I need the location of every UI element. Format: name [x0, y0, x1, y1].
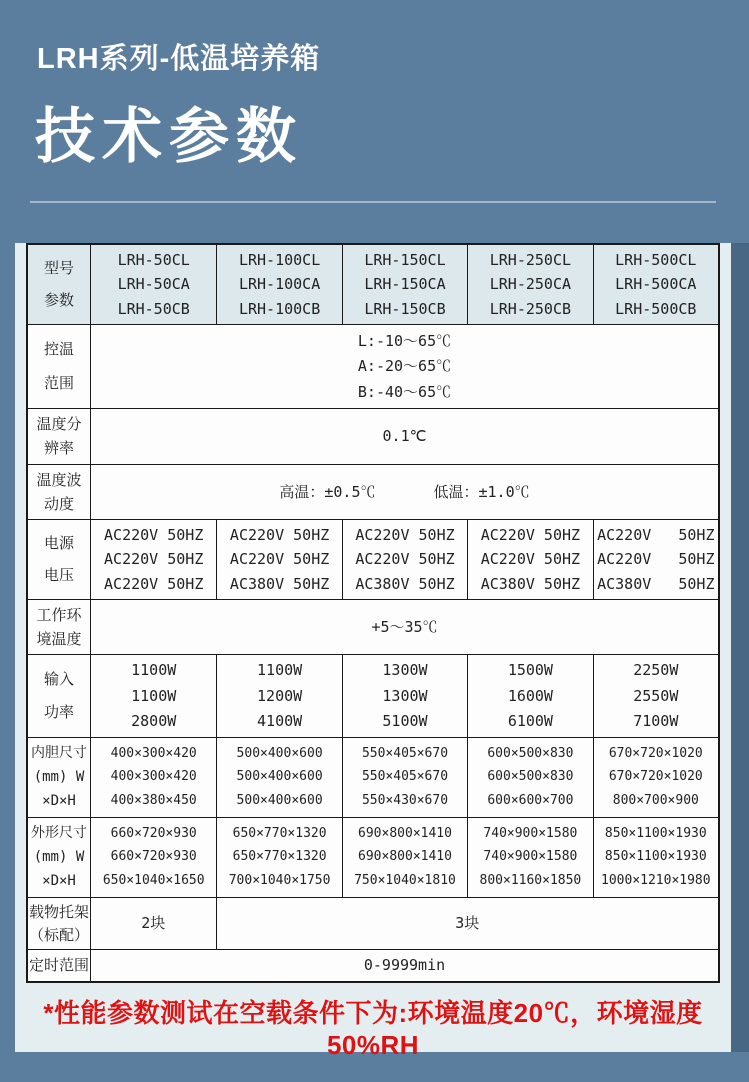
- text-line: LRH-250CA: [489, 275, 572, 294]
- text-line: 650×1040×1650: [102, 873, 205, 889]
- text-line: 境温度: [36, 629, 82, 648]
- row-working-env-temp: [28, 599, 718, 654]
- text-line: 输入: [43, 669, 74, 688]
- text-line: AC380V 50HZ: [229, 574, 330, 593]
- shelves-first-value: [90, 898, 216, 949]
- row-label-working-env: [28, 600, 90, 654]
- text-line: 1200W: [257, 686, 303, 705]
- fluctuation-values: [90, 465, 718, 519]
- divider-line: [30, 201, 716, 203]
- text-line: A:-20～65℃: [357, 357, 452, 376]
- text-line: 5100W: [382, 711, 428, 730]
- text-line: 400×300×420: [110, 745, 197, 761]
- text-line: LRH-150CB: [364, 299, 446, 318]
- text-line: 600×600×700: [487, 793, 574, 809]
- working-env-value: [90, 600, 718, 654]
- text-line: AC380V 50HZ: [480, 574, 581, 593]
- text-line: LRH-150CA: [364, 275, 446, 294]
- text-line: 660×720×930: [110, 825, 197, 841]
- text-line: 3块: [455, 914, 480, 933]
- row-label-temp-range: [28, 325, 90, 408]
- text-line: 4100W: [257, 711, 303, 730]
- text-line: LRH-500CB: [615, 299, 697, 318]
- row-label-input-power: [28, 655, 90, 737]
- row-temp-control-range: [28, 324, 718, 408]
- text-line: 700×1040×1750: [228, 873, 331, 889]
- text-line: AC220V 50HZ: [104, 574, 204, 593]
- text-line: LRH-100CL: [238, 250, 321, 269]
- text-line: 800×1160×1850: [479, 873, 582, 889]
- row-outer-dimensions: [28, 817, 718, 897]
- row-inner-dimensions: [28, 737, 718, 817]
- text-line: 0-9999min: [363, 956, 446, 975]
- text-line: 1100W: [257, 661, 303, 680]
- table-header-row: [28, 245, 718, 324]
- row-input-power: [28, 654, 718, 737]
- spec-cell: [91, 655, 216, 737]
- spec-cell: [342, 520, 467, 599]
- text-line: B:-40～65℃: [357, 382, 452, 401]
- text-line: LRH-100CA: [238, 275, 321, 294]
- text-line: 550×405×670: [361, 769, 449, 785]
- text-line: 650×770×1320: [232, 849, 327, 865]
- text-line: LRH-500CL: [615, 250, 697, 269]
- spec-cell: [342, 655, 467, 737]
- spec-table: [26, 243, 720, 983]
- text-line: 2250W: [633, 661, 679, 680]
- input-power-cells: [90, 655, 718, 737]
- hero-header: [0, 0, 749, 203]
- text-line: AC220V 50HZ: [480, 550, 581, 569]
- spec-cell: [467, 655, 592, 737]
- text-line: AC380V 50HZ: [355, 574, 455, 593]
- text-line: AC220V 50HZ: [355, 550, 455, 569]
- row-label-outer-dimensions: [28, 818, 90, 897]
- text-line: 400×300×420: [110, 769, 197, 785]
- text-line: 650×770×1320: [232, 825, 327, 841]
- text-line: LRH-500CA: [615, 275, 697, 294]
- text-line: 参数: [43, 291, 74, 310]
- text-line: 功率: [43, 703, 74, 722]
- text-line: LRH-150CL: [364, 250, 446, 269]
- spec-panel: [15, 243, 731, 1060]
- text-line: AC220V 50HZ: [480, 525, 581, 544]
- row-label-power-voltage: [28, 520, 90, 599]
- row-temp-fluctuation: [28, 464, 718, 519]
- text-line: L:-10～65℃: [357, 331, 452, 350]
- text-line: 辨率: [43, 439, 74, 458]
- text-line: LRH-250CB: [489, 299, 572, 318]
- text-line: 内胆尺寸: [31, 744, 87, 761]
- text-line: 电压: [43, 566, 74, 585]
- row-label-shelves: [28, 898, 90, 949]
- performance-footnote: *性能参数测试在空载条件下为:环境温度20℃，环境湿度50%RH: [43, 998, 703, 1060]
- spec-cell: [467, 520, 592, 599]
- spec-cell: [91, 818, 216, 897]
- text-line: 690×800×1410: [358, 849, 452, 865]
- temp-range-values: [90, 325, 718, 408]
- corner-cell: [28, 245, 90, 324]
- spec-cell: [342, 818, 467, 897]
- text-line: 670×720×1020: [608, 745, 703, 761]
- text-line: 0.1℃: [382, 427, 427, 446]
- text-line: AC220V 50HZ: [104, 550, 204, 569]
- page-title: 技术参数: [35, 103, 303, 170]
- spec-cell: [593, 520, 718, 599]
- text-line: LRH-100CB: [238, 299, 321, 318]
- fluctuation-high: 高温：±0.5℃: [279, 482, 376, 501]
- text-line: ×D×H: [42, 792, 76, 809]
- spec-cell: [216, 738, 341, 817]
- inner-dimensions-cells: [90, 738, 718, 817]
- text-line: 1100W: [131, 686, 177, 705]
- text-line: 400×380×450: [110, 793, 197, 809]
- row-shelves: [28, 897, 718, 949]
- text-line: AC220V 50HZ: [597, 550, 715, 569]
- spec-cell: [342, 245, 467, 324]
- spec-cell: [216, 520, 341, 599]
- shelves-rest-value: [216, 898, 718, 949]
- text-line: 550×405×670: [361, 745, 449, 761]
- fluctuation-low: 低温：±1.0℃: [433, 482, 530, 501]
- spec-cell: [216, 818, 341, 897]
- spec-cell: [91, 245, 216, 324]
- text-line: ×D×H: [42, 872, 76, 889]
- spec-cell: [593, 245, 718, 324]
- text-line: 动度: [43, 494, 74, 513]
- resolution-value: [90, 409, 718, 464]
- text-line: LRH-50CA: [117, 275, 190, 294]
- spec-cell: [593, 655, 718, 737]
- text-line: 电源: [43, 533, 74, 552]
- text-line: 6100W: [507, 711, 553, 730]
- text-line: AC220V 50HZ: [229, 525, 330, 544]
- spec-cell: [593, 818, 718, 897]
- row-timer-range: [28, 949, 718, 981]
- text-line: 1600W: [507, 686, 553, 705]
- text-line: 控温: [43, 340, 74, 359]
- text-line: AC220V 50HZ: [229, 550, 330, 569]
- text-line: 2块: [141, 914, 166, 933]
- text-line: 2800W: [131, 711, 177, 730]
- text-line: 750×1040×1810: [354, 873, 456, 889]
- text-line: 800×700×900: [612, 793, 699, 809]
- row-label-timer: [28, 950, 90, 981]
- row-power-voltage: [28, 519, 718, 599]
- row-label-resolution: [28, 409, 90, 464]
- text-line: 工作环: [36, 605, 82, 624]
- spec-cell: [91, 520, 216, 599]
- text-line: (mm) W: [33, 848, 85, 865]
- text-line: LRH-50CL: [117, 250, 190, 269]
- spec-cell: [467, 245, 592, 324]
- text-line: 1300W: [382, 686, 428, 705]
- text-line: 600×500×830: [487, 769, 574, 785]
- text-line: 500×400×600: [236, 745, 323, 761]
- text-line: 型号: [43, 258, 74, 277]
- text-line: 1300W: [382, 661, 428, 680]
- spec-cell: [593, 738, 718, 817]
- row-label-inner-dimensions: [28, 738, 90, 817]
- text-line: （标配）: [28, 925, 89, 944]
- text-line: AC220V 50HZ: [104, 525, 204, 544]
- text-line: 1500W: [507, 661, 553, 680]
- text-line: AC220V 50HZ: [355, 525, 455, 544]
- text-line: LRH-50CB: [117, 299, 190, 318]
- text-line: 载物托架: [28, 902, 89, 921]
- text-line: 外形尺寸: [31, 824, 87, 841]
- power-voltage-cells: [90, 520, 718, 599]
- series-title: LRH系列-低温培养箱: [37, 43, 321, 75]
- spec-cell: [216, 655, 341, 737]
- text-line: 740×900×1580: [483, 825, 578, 841]
- text-line: LRH-250CL: [489, 250, 572, 269]
- text-line: 500×400×600: [236, 793, 323, 809]
- text-line: 7100W: [633, 711, 679, 730]
- text-line: (mm) W: [33, 768, 85, 785]
- text-line: 660×720×930: [110, 849, 197, 865]
- text-line: 温度分: [36, 414, 82, 433]
- timer-value: [90, 950, 718, 981]
- outer-dimensions-cells: [90, 818, 718, 897]
- text-line: 850×1100×1930: [604, 825, 707, 841]
- text-line: 范围: [43, 374, 74, 393]
- text-line: 550×430×670: [361, 793, 449, 809]
- spec-cell: [342, 738, 467, 817]
- row-label-fluctuation: [28, 465, 90, 519]
- text-line: 1000×1210×1980: [601, 873, 711, 889]
- text-line: 1100W: [131, 661, 177, 680]
- spec-cell: [467, 818, 592, 897]
- text-line: AC220V 50HZ: [597, 525, 715, 544]
- text-line: 定时范围: [28, 956, 89, 975]
- text-line: +5～35℃: [371, 617, 438, 636]
- spec-cell: [467, 738, 592, 817]
- text-line: 温度波: [36, 470, 82, 489]
- row-temp-resolution: [28, 408, 718, 464]
- text-line: 740×900×1580: [483, 849, 578, 865]
- text-line: 690×800×1410: [358, 825, 452, 841]
- text-line: 670×720×1020: [608, 769, 703, 785]
- text-line: 850×1100×1930: [604, 849, 707, 865]
- text-line: 2550W: [633, 686, 679, 705]
- text-line: 600×500×830: [487, 745, 574, 761]
- model-header-cells: [90, 245, 718, 324]
- spec-cell: [91, 738, 216, 817]
- spec-cell: [216, 245, 341, 324]
- text-line: 500×400×600: [236, 769, 323, 785]
- text-line: AC380V 50HZ: [597, 574, 715, 593]
